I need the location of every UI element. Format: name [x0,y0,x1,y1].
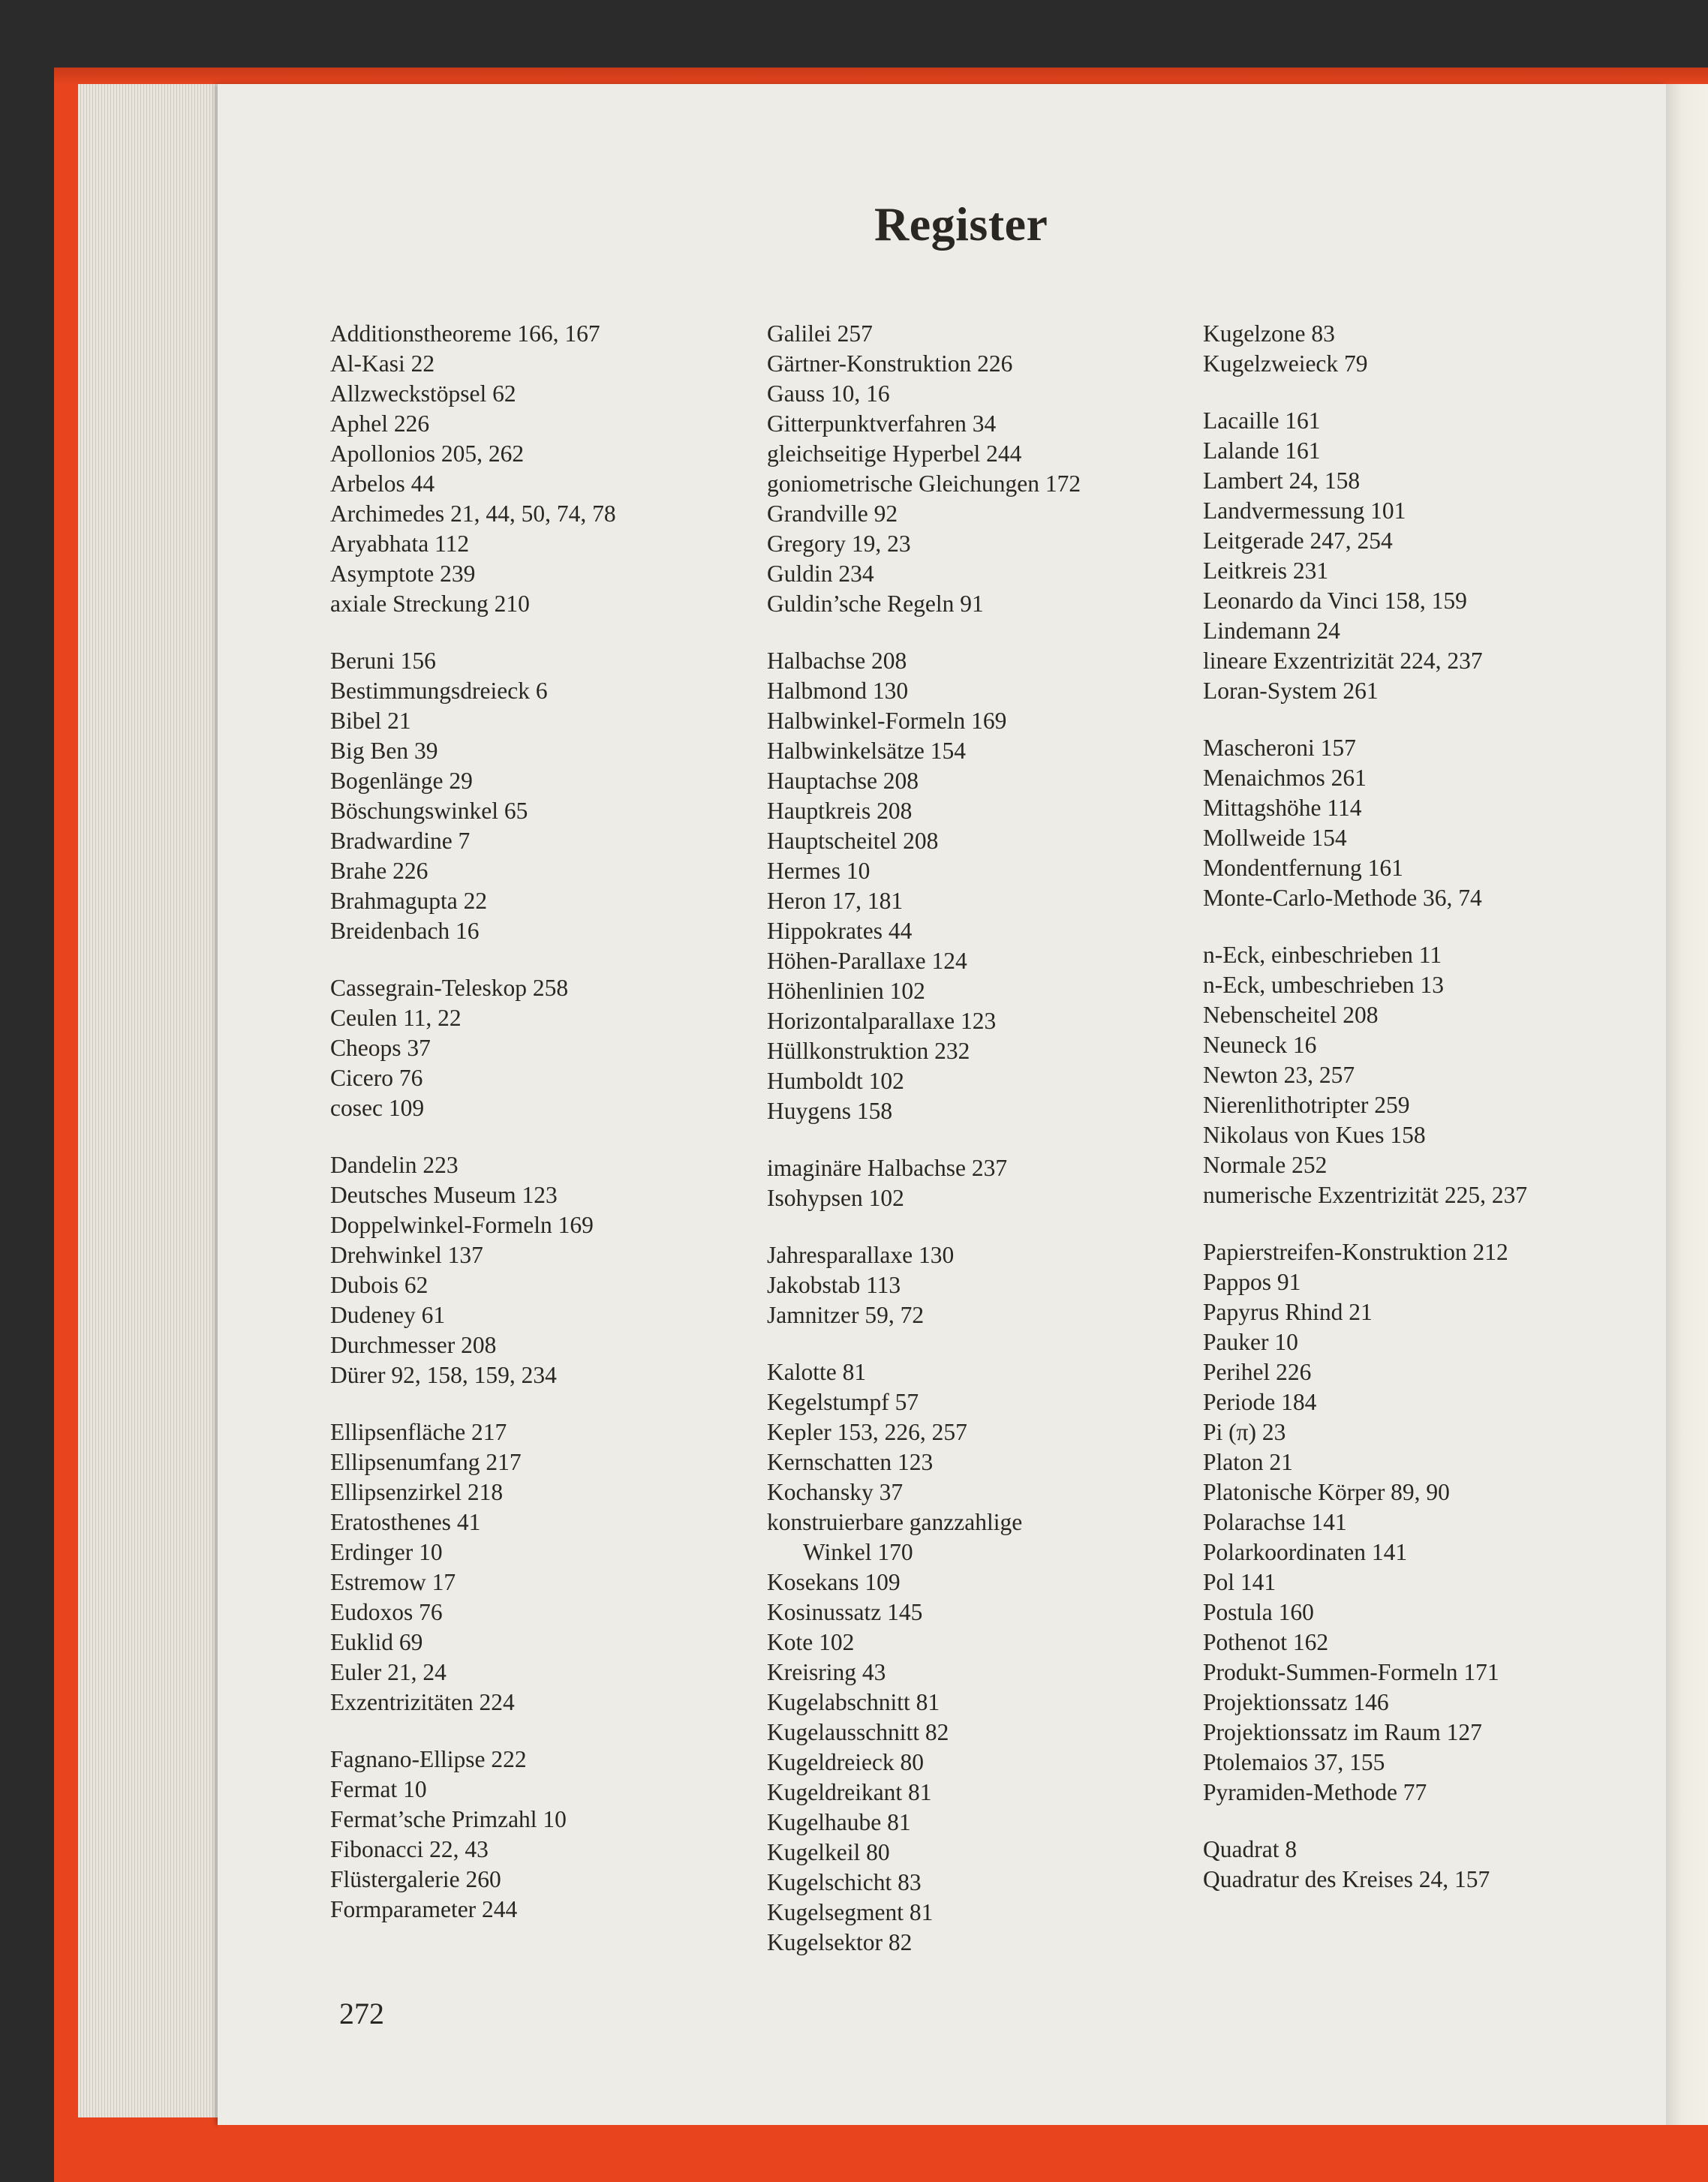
index-letter-group [1203,940,1653,1210]
index-entry: Halbachse 208 [767,648,907,674]
index-entry: Hauptscheitel 208 [767,828,939,854]
index-letter-group [767,1153,1187,1213]
index-entry: Pauker 10 [1203,1329,1298,1355]
index-letter-group [767,1357,1187,1958]
index-entry: Ellipsenfläche 217 [330,1419,507,1445]
index-entry: Dudeney 61 [330,1302,446,1328]
index-entry: Kochansky 37 [767,1479,904,1505]
index-entry: Asymptote 239 [330,561,476,587]
index-entry: Erdinger 10 [330,1539,443,1565]
index-entry: Dubois 62 [330,1272,429,1298]
index-entry: Quadratur des Kreises 24, 157 [1203,1866,1490,1892]
index-entry: Ptolemaios 37, 155 [1203,1749,1385,1775]
index-entry: imaginäre Halbachse 237 [767,1155,1008,1181]
index-entry: Huygens 158 [767,1098,893,1124]
index-entry: Estremow 17 [330,1569,456,1595]
index-entry: Neuneck 16 [1203,1032,1317,1058]
index-entry: Kalotte 81 [767,1359,867,1385]
index-entry: Lacaille 161 [1203,407,1321,434]
index-entry: Hauptkreis 208 [767,798,913,824]
index-entry: Platon 21 [1203,1449,1293,1475]
index-entry: Breidenbach 16 [330,918,480,944]
index-entry: Ceulen 11, 22 [330,1005,462,1031]
index-entry: Kugelabschnitt 81 [767,1689,940,1715]
index-entry: Polarachse 141 [1203,1509,1347,1535]
index-entry: Kugeldreikant 81 [767,1779,932,1805]
index-entry: Kepler 153, 226, 257 [767,1419,967,1445]
index-entry: Böschungswinkel 65 [330,798,528,824]
index-entry: Ellipsenumfang 217 [330,1449,522,1475]
index-letter-group [767,1240,1187,1330]
index-entry: Quadrat 8 [1203,1836,1298,1862]
index-entry: Pyramiden-Methode 77 [1203,1779,1427,1805]
index-entry: Projektionssatz 146 [1203,1689,1389,1715]
index-entry: Deutsches Museum 123 [330,1182,558,1208]
index-entry: Euklid 69 [330,1629,423,1655]
index-entry: Aphel 226 [330,410,430,437]
index-entry: Fagnano-Ellipse 222 [330,1746,527,1772]
index-entry: Produkt-Summen-Formeln 171 [1203,1659,1499,1685]
index-entry: Bestimmungsdreieck 6 [330,678,548,704]
index-entry: Cheops 37 [330,1035,431,1061]
index-entry: Formparameter 244 [330,1896,518,1922]
index-entry: Nebenscheitel 208 [1203,1002,1379,1028]
page-stack-edges [78,84,225,2117]
index-entry: Gauss 10, 16 [767,380,890,407]
index-entry: Jakobstab 113 [767,1272,901,1298]
index-letter-group [767,646,1187,1126]
index-entry: Kugelkeil 80 [767,1839,890,1865]
index-letter-group [1203,319,1653,379]
index-entry: Aryabhata 112 [330,530,470,557]
index-entry: Fermat’sche Primzahl 10 [330,1806,567,1832]
index-entry: Guldin’sche Regeln 91 [767,591,984,617]
index-entry: Brahe 226 [330,858,429,884]
index-column-2 [767,319,1187,1985]
index-entry: Kugelsektor 82 [767,1929,913,1955]
index-entry: Periode 184 [1203,1389,1317,1415]
index-entry: Kosinussatz 145 [767,1599,923,1625]
index-entry: Eratosthenes 41 [330,1509,481,1535]
index-entry: Grandville 92 [767,500,898,527]
index-entry: Kugelschicht 83 [767,1869,922,1895]
index-entry: Papyrus Rhind 21 [1203,1299,1373,1325]
index-entry: Fibonacci 22, 43 [330,1836,489,1862]
index-entry: Guldin 234 [767,561,874,587]
index-entry: Lalande 161 [1203,437,1321,464]
index-entry: Halbwinkelsätze 154 [767,738,967,764]
index-entry: Pappos 91 [1203,1269,1301,1295]
index-entry: Menaichmos 261 [1203,765,1367,791]
index-letter-group [330,1150,750,1390]
index-entry: Pol 141 [1203,1569,1276,1595]
index-entry: Lindemann 24 [1203,618,1340,644]
index-entry: Cicero 76 [330,1065,423,1091]
index-entry: numerische Exzentrizität 225, 237 [1203,1182,1528,1208]
index-entry: Halbmond 130 [767,678,909,704]
index-entry: lineare Exzentrizität 224, 237 [1203,648,1483,674]
index-entry: Beruni 156 [330,648,436,674]
index-entry: Gitterpunktverfahren 34 [767,410,997,437]
index-entry: Kugelzweieck 79 [1203,350,1368,377]
cover-bottom-strip [218,2125,1708,2182]
index-entry: Hüllkonstruktion 232 [767,1038,970,1064]
index-entry: Kosekans 109 [767,1569,901,1595]
index-entry: Projektionssatz im Raum 127 [1203,1719,1482,1745]
index-entry: Flüstergalerie 260 [330,1866,501,1892]
index-entry: Additionstheoreme 166, 167 [330,320,600,347]
index-letter-group [330,319,750,619]
index-entry: Nikolaus von Kues 158 [1203,1122,1426,1148]
index-entry: n-Eck, einbeschrieben 11 [1203,942,1442,968]
index-entry: Euler 21, 24 [330,1659,447,1685]
index-entry: Gärtner-Konstruktion 226 [767,350,1013,377]
index-entry: Kugelzone 83 [1203,320,1335,347]
index-letter-group [1203,733,1653,913]
index-entry: Loran-System 261 [1203,678,1379,704]
index-letter-group [330,646,750,946]
index-entry: konstruierbare ganzzahlige [767,1509,1023,1535]
index-column-3 [1203,319,1653,1922]
index-entry: Leitkreis 231 [1203,558,1329,584]
index-entry: Allzweckstöpsel 62 [330,380,516,407]
index-letter-group [1203,406,1653,706]
index-entry: Pothenot 162 [1203,1629,1329,1655]
index-entry: Horizontalparallaxe 123 [767,1008,997,1034]
index-letter-group [330,1745,750,1925]
index-entry: Gregory 19, 23 [767,530,911,557]
index-entry: gleichseitige Hyperbel 244 [767,440,1022,467]
index-entry: Drehwinkel 137 [330,1242,483,1268]
index-letter-group [1203,1237,1653,1808]
index-entry: Polarkoordinaten 141 [1203,1539,1408,1565]
index-entry: Papierstreifen-Konstruktion 212 [1203,1239,1508,1265]
index-entry: Big Ben 39 [330,738,438,764]
index-entry: Dandelin 223 [330,1152,459,1178]
index-entry: Bradwardine 7 [330,828,471,854]
index-entry: Monte-Carlo-Methode 36, 74 [1203,885,1482,911]
index-entry: Doppelwinkel-Formeln 169 [330,1212,594,1238]
index-entry: Apollonios 205, 262 [330,440,525,467]
index-entry: Heron 17, 181 [767,888,904,914]
cover-edge-shadow [54,68,1708,86]
index-entry: Archimedes 21, 44, 50, 74, 78 [330,500,616,527]
index-entry: Brahmagupta 22 [330,888,488,914]
index-entry: Bibel 21 [330,708,411,734]
index-entry: Kreisring 43 [767,1659,886,1685]
index-entry: goniometrische Gleichungen 172 [767,470,1081,497]
page-number: 272 [339,1997,384,2030]
index-entry: Ellipsenzirkel 218 [330,1479,504,1505]
index-entry: Newton 23, 257 [1203,1062,1355,1088]
index-entry: Kote 102 [767,1629,855,1655]
index-entry: Postula 160 [1203,1599,1314,1625]
index-entry: Kegelstumpf 57 [767,1389,919,1415]
index-entry: Mittagshöhe 114 [1203,795,1362,821]
index-entry: Durchmesser 208 [330,1332,497,1358]
index-letter-group [330,973,750,1123]
index-entry: Cassegrain-Teleskop 258 [330,975,569,1001]
index-entry: Perihel 226 [1203,1359,1312,1385]
index-entry: Mascheroni 157 [1203,735,1356,761]
index-entry: Leonardo da Vinci 158, 159 [1203,588,1467,614]
index-entry: Arbelos 44 [330,470,435,497]
index-entry: Jamnitzer 59, 72 [767,1302,925,1328]
index-entry: Pi (π) 23 [1203,1419,1286,1445]
index-entry: Kugelhaube 81 [767,1809,911,1835]
index-column-1 [330,319,750,1952]
index-entry: Kernschatten 123 [767,1449,934,1475]
index-entry: Al-Kasi 22 [330,350,435,377]
gutter-shadow [1666,84,1708,2125]
index-entry: Nierenlithotripter 259 [1203,1092,1410,1118]
index-entry: Halbwinkel-Formeln 169 [767,708,1007,734]
index-entry: Leitgerade 247, 254 [1203,527,1393,554]
index-entry: Eudoxos 76 [330,1599,443,1625]
index-entry: Landvermessung 101 [1203,497,1406,524]
index-letter-group [330,1417,750,1718]
index-entry: Mollweide 154 [1203,825,1347,851]
index-entry: Hippokrates 44 [767,918,913,944]
index-entry: Dürer 92, 158, 159, 234 [330,1362,557,1388]
index-entry: Kugelsegment 81 [767,1899,934,1925]
index-entry: Humboldt 102 [767,1068,904,1094]
index-entry: Mondentfernung 161 [1203,855,1403,881]
index-entry: cosec 109 [330,1095,425,1121]
index-entry: Normale 252 [1203,1152,1328,1178]
index-entry: Platonische Körper 89, 90 [1203,1479,1450,1505]
index-entry: Bogenlänge 29 [330,768,473,794]
index-entry: Fermat 10 [330,1776,427,1802]
index-letter-group [1203,1835,1653,1895]
index-entry: Galilei 257 [767,320,873,347]
index-entry: Höhen-Parallaxe 124 [767,948,967,974]
index-letter-group [767,319,1187,619]
page-title-text: Register [874,197,1048,251]
index-entry: Jahresparallaxe 130 [767,1242,955,1268]
index-entry: Lambert 24, 158 [1203,467,1361,494]
index-entry: Hauptachse 208 [767,768,919,794]
index-entry: Hermes 10 [767,858,871,884]
index-entry: Kugeldreieck 80 [767,1749,925,1775]
index-entry: Exzentrizitäten 224 [330,1689,515,1715]
index-entry: Kugelausschnitt 82 [767,1719,949,1745]
index-entry: Höhenlinien 102 [767,978,925,1004]
index-entry: axiale Streckung 210 [330,591,530,617]
index-entry: Isohypsen 102 [767,1185,904,1211]
index-entry: Winkel 170 [803,1539,913,1565]
index-entry: n-Eck, umbeschrieben 13 [1203,972,1445,998]
